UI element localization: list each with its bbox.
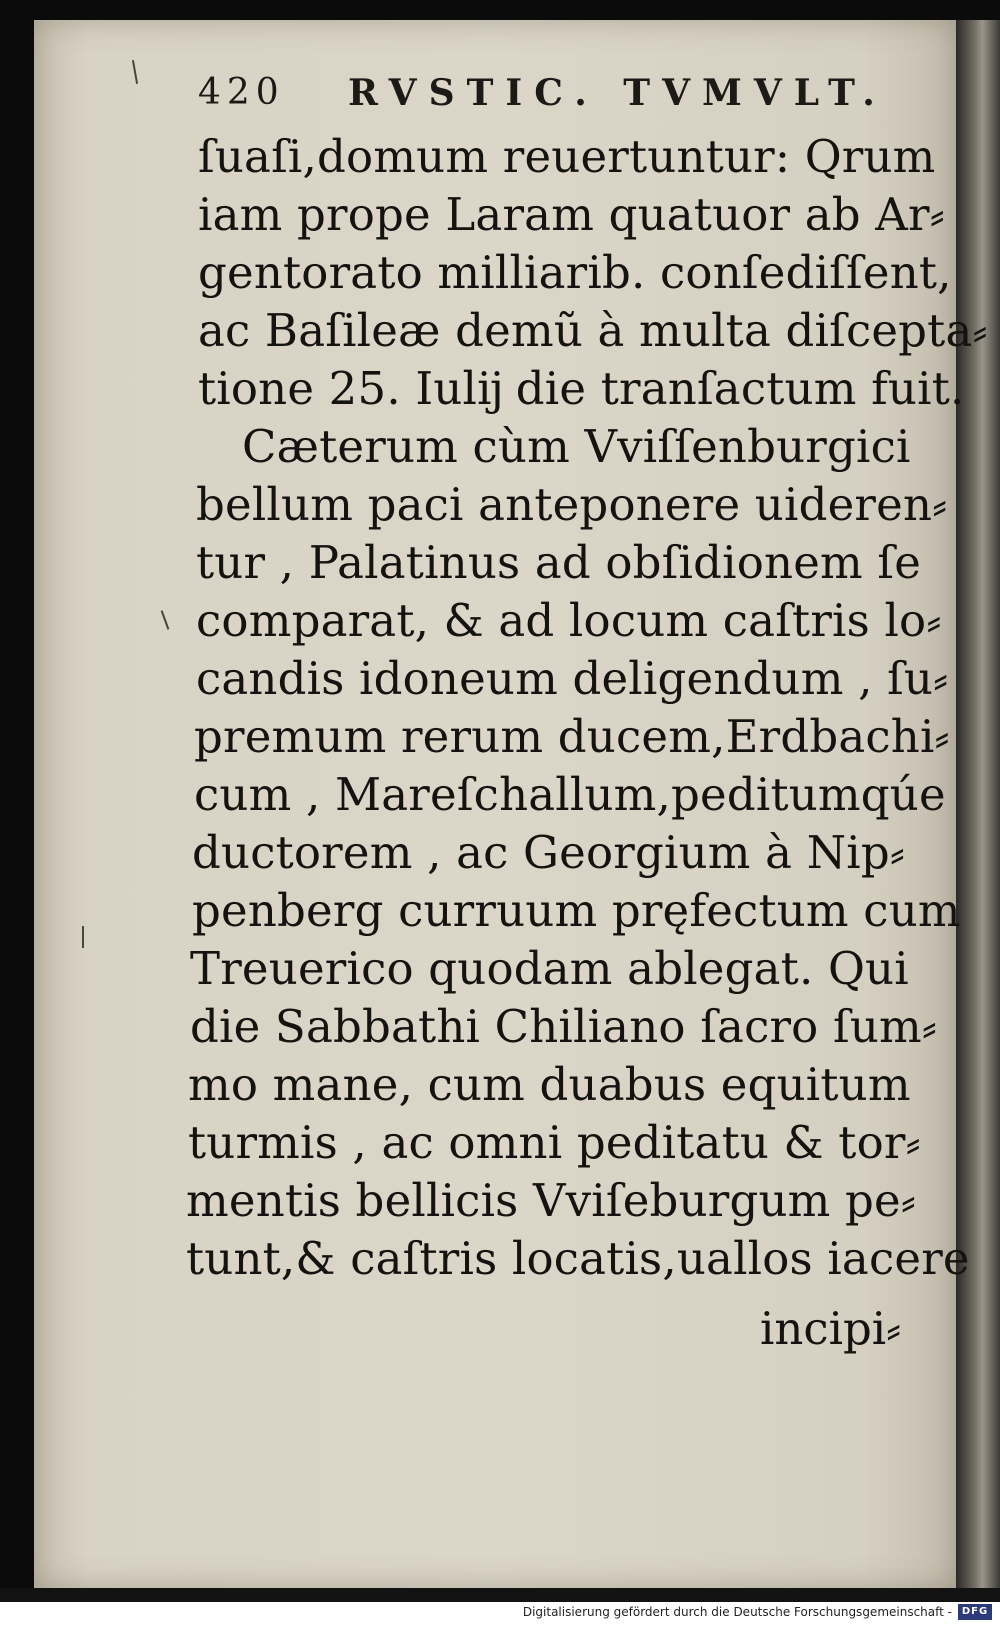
text-line: premum rerum ducem,Erdbachi⸗	[194, 710, 950, 763]
text-line: gentorato milliarib. conſediſſent,	[198, 246, 952, 299]
text-line: tunt,& caſtris locatis,uallos iacere	[186, 1232, 970, 1285]
text-line: bellum paci anteponere uideren⸗	[196, 478, 948, 531]
running-title: RVSTIC. TVMVLT.	[348, 72, 887, 114]
text-line: turmis , ac omni peditatu & tor⸗	[188, 1116, 921, 1169]
text-line: Treuerico quodam ablegat. Qui	[190, 942, 909, 995]
text-line: die Sabbathi Chiliano ſacro ſum⸗	[190, 1000, 938, 1053]
text-line: mo mane, cum duabus equitum	[188, 1058, 911, 1111]
catchword: incipi⸗	[760, 1302, 902, 1355]
dfg-logo: DFG	[958, 1604, 992, 1620]
text-line: comparat, & ad locum caſtris lo⸗	[196, 594, 942, 647]
text-line: candis idoneum deligendum , ſu⸗	[196, 652, 949, 705]
text-line: penberg curruum pręfectum cum	[192, 884, 961, 937]
text-line: tur , Palatinus ad obſidionem ſe	[196, 536, 922, 589]
text-line: ductorem , ac Georgium à Nip⸗	[192, 826, 906, 879]
text-line: ac Baſileæ demũ à multa diſcepta⸗	[198, 304, 988, 357]
page-number: 420	[198, 72, 285, 113]
digitization-credit: Digitalisierung gefördert durch die Deutsche Forschungsgemeinschaft -	[522, 1605, 952, 1619]
text-line: cum , Mareſchallum,peditumqúe	[194, 768, 946, 821]
text-line: Cæterum cùm Vviſſenburgici	[242, 420, 911, 473]
text-line: iam prope Laram quatuor ab Ar⸗	[198, 188, 945, 241]
text-line: tione 25. Iulĳ die tranſactum fuit.	[198, 362, 965, 415]
text-line: mentis bellicis Vviſeburgum pe⸗	[186, 1174, 917, 1227]
text-line: ſuaſi,domum reuertuntur: Qrum	[198, 130, 936, 183]
